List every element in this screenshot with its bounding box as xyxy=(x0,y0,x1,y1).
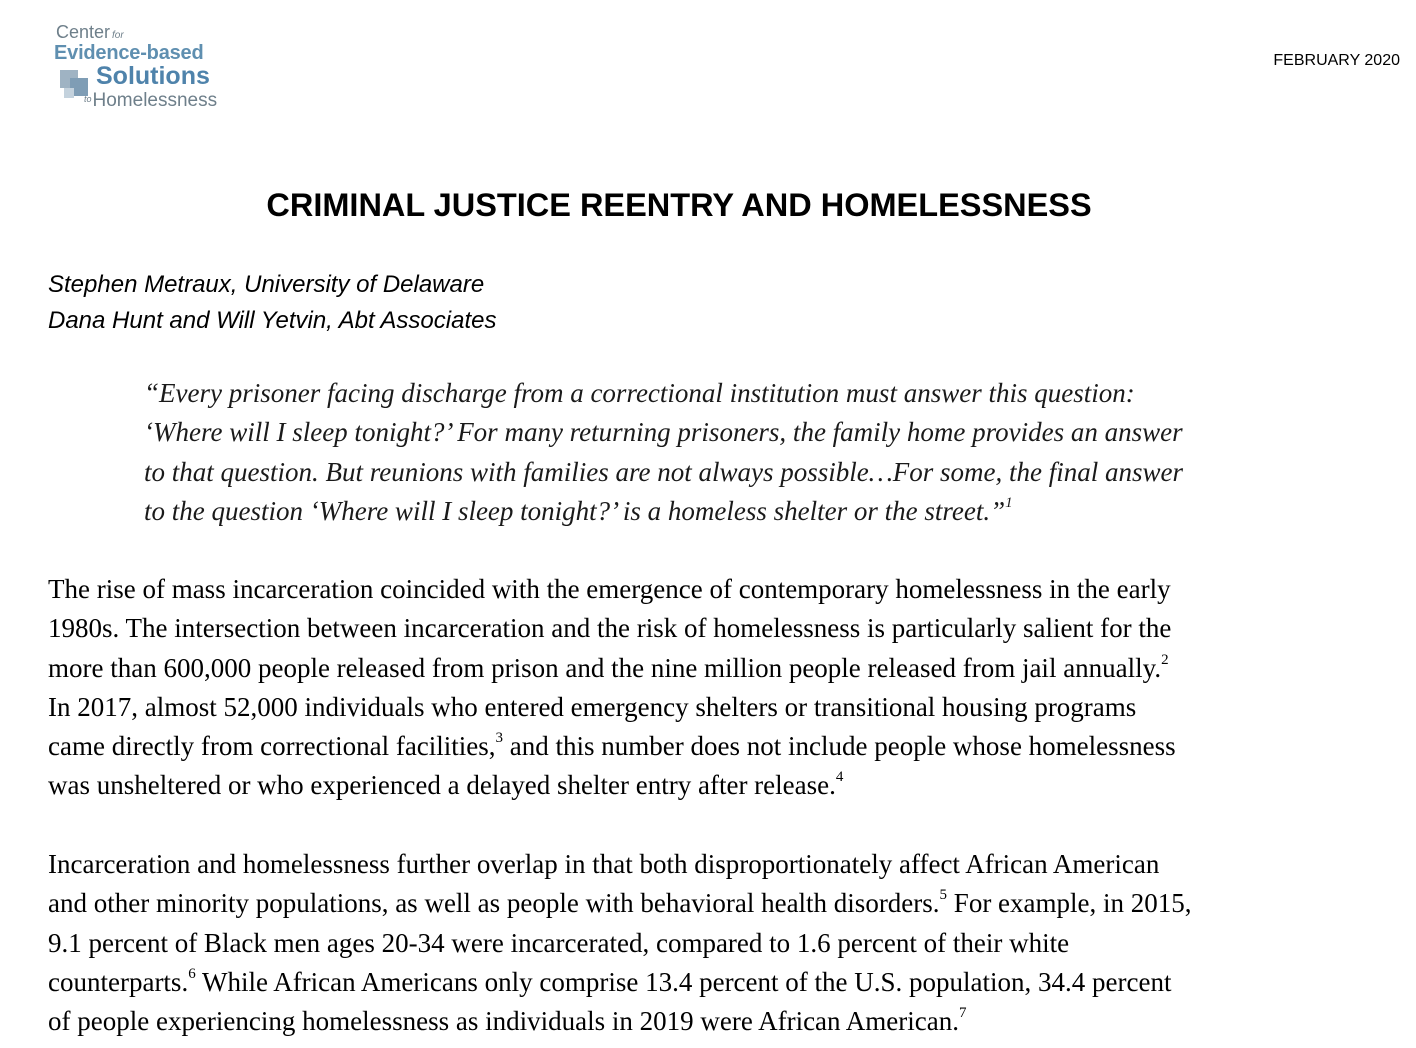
body-paragraph xyxy=(48,845,1388,1041)
footnote-ref[interactable]: 6 xyxy=(188,965,196,982)
logo-line-solutions: Solutions xyxy=(96,62,210,90)
quote-line: “Every prisoner facing discharge from a correctional institution must answer this question: xyxy=(144,378,1135,408)
paragraph-line: counterparts.$^6$ While African Americans only comprise 13.4 percent of the U.S. population, 34.4 percent xyxy=(48,965,1172,997)
paragraph-line: 9.1 percent of Black men ages 20-34 were incarcerated, compared to 1.6 percent of their white xyxy=(48,927,1070,958)
author-line: Stephen Metraux, University of Delaware xyxy=(48,271,485,298)
logo-line-center: Center for xyxy=(56,22,124,42)
paragraph-line: 1980s. The intersection between incarceration and the risk of homelessness is particularly salient for the xyxy=(48,613,1172,644)
paragraph-line: came directly from correctional facilities,$^3$ and this number does not include people whose homelessness xyxy=(48,730,1176,762)
paragraph-line: The rise of mass incarceration coincided with the emergence of contemporary homelessness in the early xyxy=(48,574,1171,604)
paragraph-line: of people experiencing homelessness as individuals in 2019 were African American.$^7$ xyxy=(48,1005,967,1037)
quote-line: to the question ‘Where will I sleep tonight?’ is a homeless shelter or the street.”$^1$ xyxy=(144,494,1013,526)
document-title: CRIMINAL JUSTICE REENTRY AND HOMELESSNESS xyxy=(266,187,1092,223)
footnote-ref[interactable]: 1 xyxy=(1005,494,1013,511)
body-paragraph xyxy=(48,570,1388,806)
paragraph-line: and other minority populations, as well as people with behavioral health disorders.$^5$ For example, in 2015, xyxy=(48,887,1192,919)
author-list xyxy=(48,267,496,339)
footnote-ref[interactable]: 5 xyxy=(939,887,948,904)
paragraph-line: In 2017, almost 52,000 individuals who entered emergency shelters or transitional housing programs xyxy=(48,691,1137,722)
organization-logo xyxy=(54,20,254,114)
paragraph-line: more than 600,000 people released from prison and the nine million people released from jail annually.$^2$ xyxy=(48,651,1169,683)
paragraph-line: Incarceration and homelessness further overlap in that both disproportionately affect African American xyxy=(48,849,1160,879)
paragraph-line: was unsheltered or who experienced a delayed shelter entry after release.$^4$ xyxy=(48,769,844,801)
publication-date: FEBRUARY 2020 xyxy=(1273,52,1400,69)
footnote-ref[interactable]: 7 xyxy=(959,1005,967,1022)
author-line: Dana Hunt and Will Yetvin, Abt Associates xyxy=(48,307,497,334)
footnote-ref[interactable]: 2 xyxy=(1161,651,1169,668)
footnote-ref[interactable]: 4 xyxy=(835,769,844,786)
logo-line-homelessness: $^{to}$Homelessness xyxy=(84,90,218,111)
footnote-ref[interactable]: 3 xyxy=(495,730,504,747)
logo-line-evidence-based: Evidence-based xyxy=(54,42,204,64)
quote-line: to that question. But reunions with families are not always possible…For some, the final answer xyxy=(144,456,1183,487)
quote-line: ‘Where will I sleep tonight?’ For many returning prisoners, the family home provides an answer xyxy=(144,417,1183,448)
epigraph-quote xyxy=(144,374,1314,531)
